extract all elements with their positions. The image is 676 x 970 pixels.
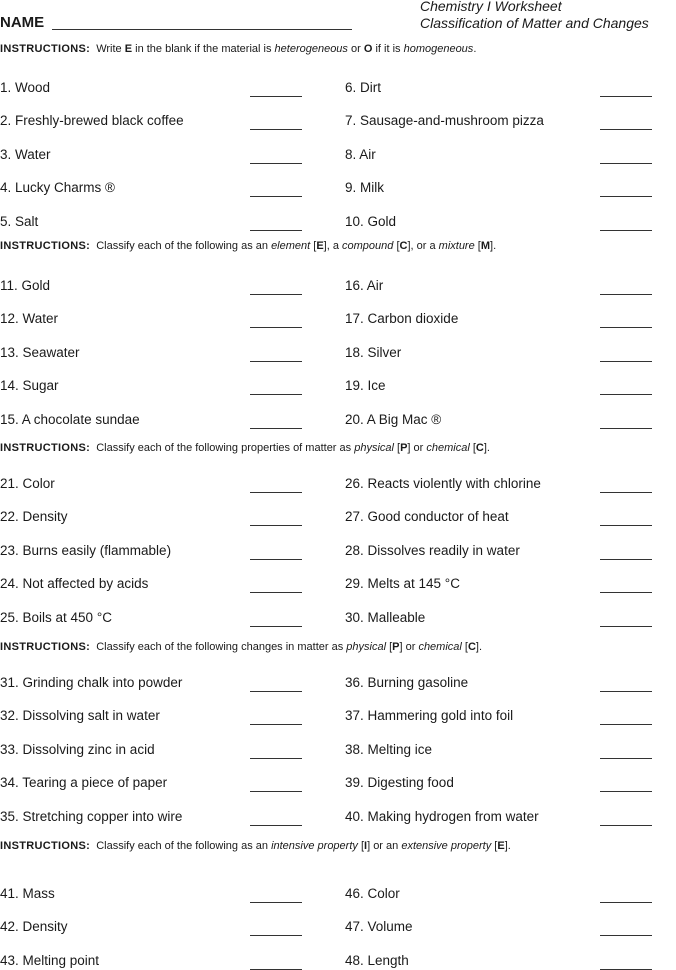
instructions-text: [ xyxy=(461,641,468,653)
question-text: 29. Melts at 145 °C xyxy=(345,576,460,592)
answer-blank[interactable] xyxy=(250,525,302,526)
instructions-text: in the blank if the material is xyxy=(132,43,275,55)
question-text: 43. Melting point xyxy=(0,952,100,968)
answer-blank[interactable] xyxy=(600,758,652,759)
instructions-text: Classify each of the following as an xyxy=(90,240,272,252)
answer-blank[interactable] xyxy=(600,361,652,362)
answer-blank[interactable] xyxy=(600,559,652,560)
question-text: 14. Sugar xyxy=(0,378,59,394)
answer-blank[interactable] xyxy=(250,294,302,295)
answer-blank[interactable] xyxy=(600,902,652,903)
question-text: 5. Salt xyxy=(0,213,39,229)
question-text: 36. Burning gasoline xyxy=(345,675,469,690)
instructions-text: O xyxy=(363,43,373,55)
instructions-label: INSTRUCTIONS: xyxy=(0,840,91,852)
instructions-text: ]. xyxy=(483,442,490,454)
question-text: 28. Dissolves readily in water xyxy=(345,542,520,558)
question-text: 25. Boils at 450 °C xyxy=(0,609,112,625)
answer-blank[interactable] xyxy=(250,327,302,328)
question-text: 3. Water xyxy=(0,146,51,162)
instructions-text: [ xyxy=(310,240,317,252)
answer-blank[interactable] xyxy=(250,758,302,759)
question-text: 42. Density xyxy=(0,919,68,935)
instructions-text: E xyxy=(124,43,133,55)
instructions-text: ], or a xyxy=(407,240,439,252)
instructions-text: intensive property xyxy=(271,840,358,852)
name-label: NAME xyxy=(0,14,45,31)
question-text: 8. Air xyxy=(345,146,376,162)
instructions-text: chemical xyxy=(418,641,462,653)
answer-blank[interactable] xyxy=(600,825,652,826)
instructions-text: ]. xyxy=(475,641,483,653)
answer-blank[interactable] xyxy=(250,592,302,593)
question-text: 15. A chocolate sundae xyxy=(0,411,140,427)
instructions-text: mixture xyxy=(438,240,475,252)
question-text: 30. Malleable xyxy=(345,609,426,625)
question-text: 27. Good conductor of heat xyxy=(345,509,509,525)
question-text: 6. Dirt xyxy=(345,80,382,95)
question-text: 20. A Big Mac ® xyxy=(345,411,442,427)
instructions-label: INSTRUCTIONS: xyxy=(0,641,91,653)
answer-blank[interactable] xyxy=(250,163,302,164)
instructions-text: C xyxy=(399,240,408,252)
answer-blank[interactable] xyxy=(600,525,652,526)
question-text: 22. Density xyxy=(0,509,68,525)
instructions-text: ] or xyxy=(407,442,427,454)
answer-blank[interactable] xyxy=(600,129,652,130)
answer-blank[interactable] xyxy=(250,559,302,560)
answer-blank[interactable] xyxy=(600,592,652,593)
question-text: 37. Hammering gold into foil xyxy=(345,708,514,724)
instructions-text: I xyxy=(364,840,368,852)
question-text: 16. Air xyxy=(345,278,384,293)
answer-blank[interactable] xyxy=(600,196,652,197)
answer-blank[interactable] xyxy=(250,96,302,97)
answer-blank[interactable] xyxy=(600,626,652,627)
instructions-text: [ xyxy=(393,442,401,454)
answer-blank[interactable] xyxy=(600,724,652,725)
instructions-text: Classify each of the following properties of matter as xyxy=(90,442,355,454)
instructions xyxy=(0,442,490,454)
answer-blank[interactable] xyxy=(250,691,302,692)
instructions-text: M xyxy=(480,240,491,252)
question-text: 12. Water xyxy=(0,311,59,327)
instructions-text: [ xyxy=(474,240,481,252)
question-text: 40. Making hydrogen from water xyxy=(345,808,539,824)
instructions-text: C xyxy=(475,442,484,454)
instructions-text: [ xyxy=(357,840,365,852)
instructions-label: INSTRUCTIONS: xyxy=(0,442,91,454)
worksheet-title: Classification of Matter and Changes xyxy=(420,15,649,31)
instructions-text: physical xyxy=(354,442,394,454)
instructions-label: INSTRUCTIONS: xyxy=(0,43,91,55)
instructions xyxy=(0,43,476,55)
instructions-text: E xyxy=(497,840,505,852)
instructions-text: P xyxy=(392,641,400,653)
question-text: 13. Seawater xyxy=(0,344,80,360)
instructions-text: Classify each of the following as an xyxy=(90,840,272,852)
answer-blank[interactable] xyxy=(600,691,652,692)
instructions xyxy=(0,641,482,653)
question-text: 11. Gold xyxy=(0,278,51,293)
worksheet-course: Chemistry I Worksheet xyxy=(420,0,562,14)
answer-blank[interactable] xyxy=(250,724,302,725)
answer-blank[interactable] xyxy=(600,294,652,295)
instructions xyxy=(0,240,496,252)
answer-blank[interactable] xyxy=(250,626,302,627)
question-text: 31. Grinding chalk into powder xyxy=(0,675,183,690)
instructions xyxy=(0,840,511,852)
question-text: 2. Freshly-brewed black coffee xyxy=(0,113,184,129)
question-text: 46. Color xyxy=(345,886,400,901)
instructions-text: homogeneous xyxy=(403,43,474,55)
question-text: 7. Sausage-and-mushroom pizza xyxy=(345,113,544,129)
answer-blank[interactable] xyxy=(600,492,652,493)
answer-blank[interactable] xyxy=(250,361,302,362)
question-text: 41. Mass xyxy=(0,886,55,901)
instructions-text: [ xyxy=(386,641,393,653)
question-text: 39. Digesting food xyxy=(345,775,454,791)
question-text: 18. Silver xyxy=(345,344,402,360)
answer-blank[interactable] xyxy=(250,230,302,231)
question-text: 9. Milk xyxy=(345,180,385,196)
question-text: 21. Color xyxy=(0,476,55,491)
question-text: 23. Burns easily (flammable) xyxy=(0,542,172,558)
question-text: 32. Dissolving salt in water xyxy=(0,708,160,724)
instructions-text: ] or xyxy=(399,641,419,653)
answer-blank[interactable] xyxy=(600,935,652,936)
instructions-text: chemical xyxy=(426,442,470,454)
question-text: 19. Ice xyxy=(345,378,386,394)
question-text: 34. Tearing a piece of paper xyxy=(0,775,168,791)
instructions-text: [ xyxy=(393,240,400,252)
question-text: 24. Not affected by acids xyxy=(0,576,149,592)
answer-blank[interactable] xyxy=(250,825,302,826)
instructions-text: E xyxy=(316,240,324,252)
question-text: 35. Stretching copper into wire xyxy=(0,808,183,824)
question-text: 38. Melting ice xyxy=(345,741,433,757)
instructions-text: compound xyxy=(342,240,394,252)
answer-blank[interactable] xyxy=(600,327,652,328)
question-text: 4. Lucky Charms ® xyxy=(0,180,115,196)
answer-blank[interactable] xyxy=(250,428,302,429)
question-text: 26. Reacts violently with chlorine xyxy=(345,476,541,491)
instructions-text: if it is xyxy=(372,43,404,55)
answer-blank[interactable] xyxy=(250,492,302,493)
answer-blank[interactable] xyxy=(250,902,302,903)
question-text: 10. Gold xyxy=(345,213,397,229)
answer-blank[interactable] xyxy=(250,129,302,130)
question-text: 47. Volume xyxy=(345,919,413,935)
instructions-text: . xyxy=(473,43,477,55)
question-text: 48. Length xyxy=(345,952,409,968)
instructions-text: heterogeneous xyxy=(274,43,348,55)
answer-blank[interactable] xyxy=(600,394,652,395)
instructions-text: or xyxy=(347,43,364,55)
instructions-text: C xyxy=(467,641,476,653)
answer-blank[interactable] xyxy=(250,791,302,792)
instructions-label: INSTRUCTIONS: xyxy=(0,240,91,252)
instructions-text: physical xyxy=(346,641,387,653)
name-field[interactable] xyxy=(52,29,352,30)
instructions-text: [ xyxy=(491,840,498,852)
instructions-text: extensive property xyxy=(401,840,492,852)
question-text: 1. Wood xyxy=(0,80,51,95)
instructions-text: ]. xyxy=(490,240,497,252)
instructions-text: ], a xyxy=(323,240,343,252)
answer-blank[interactable] xyxy=(600,163,652,164)
question-text: 17. Carbon dioxide xyxy=(345,311,459,327)
answer-blank[interactable] xyxy=(600,230,652,231)
answer-blank[interactable] xyxy=(250,394,302,395)
instructions-text: Write xyxy=(90,43,125,55)
instructions-text: Classify each of the following changes in matter as xyxy=(90,641,347,653)
question-text: 33. Dissolving zinc in acid xyxy=(0,741,155,757)
instructions-text: element xyxy=(271,240,311,252)
answer-blank[interactable] xyxy=(600,96,652,97)
answer-blank[interactable] xyxy=(600,791,652,792)
instructions-text: ]. xyxy=(504,840,511,852)
instructions-text: P xyxy=(400,442,408,454)
instructions-text: [ xyxy=(469,442,476,454)
answer-blank[interactable] xyxy=(250,935,302,936)
answer-blank[interactable] xyxy=(600,428,652,429)
answer-blank[interactable] xyxy=(250,196,302,197)
instructions-text: ] or an xyxy=(367,840,402,852)
